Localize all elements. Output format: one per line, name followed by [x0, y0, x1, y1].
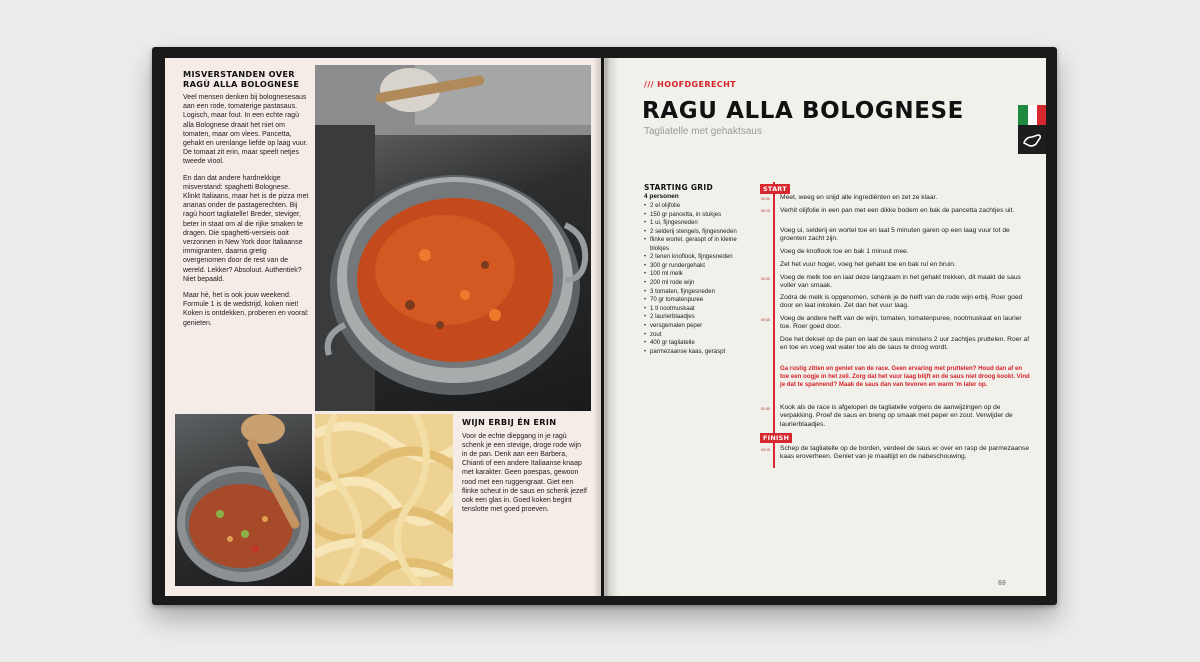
sidebar-paragraph: En dan dat andere hardnekkige misverstand: spaghetti Bolognese. Klinkt Italiaans, maar het is de pizza met ananas onder de pastagerechten. Bij ragù hoort tagliatelle! Breder, steviger, beter in staat om al die rijke smaken te dragen. Die spaghetti-versieis ooit verzonnen in New York door Italiaanse immigranten, daarna gretig overgenomen door de rest van de wereld. Lekker? Absoluut. Authentiek? Niet bepaald. [183, 174, 309, 283]
ingredient-item: • parmezaanse kaas, geraspt [644, 348, 756, 356]
method-step: Schep de tagliatelle op de borden, verdeel de saus er over en rasp de parmezaanse kaas eroverheen. Geniet van je maaltijd en de nabeschouwing. [780, 445, 1030, 461]
photo-ragu-pan [315, 65, 591, 411]
right-page [604, 58, 1046, 596]
method-steps [756, 182, 1034, 472]
step-time: 02:45 [761, 407, 770, 411]
method-step: Zodra de melk is opgenomen, schenk je de helft van de rode wijn erbij. Roer goed door en laat inkoken. Zet dan het vuur laag. [780, 294, 1023, 310]
ingredient-item: • 150 gr pancetta, in stukjes [644, 211, 756, 219]
ingredient-item: • versgemalen peper [644, 322, 756, 330]
circuit-icon [1018, 125, 1046, 154]
photo-tagliatelle [315, 414, 453, 586]
recipe-title: RAGU ALLA BOLOGNESE [642, 98, 964, 124]
servings: 4 personen [644, 193, 679, 200]
recipe-subtitle: Tagliatelle met gehaktsaus [644, 126, 762, 137]
ingredient-item: • 200 ml rode wijn [644, 279, 756, 287]
method-step: Voeg de andere helft van de wijn, tomaten, tomatenpuree, nootmuskaat en laurier toe. Roer goed door. [780, 315, 1022, 331]
ingredient-item: • 3 tomaten, fijngesneden [644, 288, 756, 296]
step-time: 00:30 [761, 277, 770, 281]
ingredient-item: • 2 laurierblaadjes [644, 313, 756, 321]
left-page [165, 58, 601, 596]
ingredient-item: • 1 tl nootmuskaat [644, 305, 756, 313]
ingredient-item: • 2 el olijfolie [644, 202, 756, 210]
method-step: Voeg de melk toe en laat deze langzaam in het gehakt trekken, dit maakt de saus voller van smaak. [780, 274, 1021, 290]
sidebar-heading: WIJN ERBIJ ÉN ERIN [462, 417, 557, 427]
method-step: Kook als de race is afgelopen de tagliatelle volgens de aanwijzingen op de verpakking. Proef de saus en breng op smaak met peper en zout. Verwijder de laurierblaadjes. [780, 404, 1013, 428]
method-step-note: Ga rustig zitten en geniet van de race. Geen ervaring met pruttelen? Houd dan af en toe een oogje in het zeil. Zorg dat het vuur laag blijft en de saus niet droog kookt. Vind je dat te spannend? Maak de saus dan van tevoren en warm 'm later op. [780, 365, 1030, 388]
step-time: 03:15 [761, 448, 770, 452]
starting-grid-header [644, 183, 754, 200]
starting-grid-title: STARTING GRID [644, 183, 713, 192]
sidebar-paragraph: Veel mensen denken bij bolognesesaus aan een rode, tomaterige pastasaus. Logisch, maar fout. In een echte ragù alla Bolognese draait het niet om tomaten, maar om vlees. Pancetta, gehakt en urenlange liefde op laag vuur. De tomaat zit erin, maar speelt netjes tweede viool. [183, 94, 308, 166]
method-step: Voeg ui, selderij en wortel toe en laat 5 minuten garen op een laag vuur tot de groenten zacht zijn. [780, 227, 1010, 243]
ingredient-item: • zout [644, 331, 756, 339]
step-time: 00:45 [761, 318, 770, 322]
ingredient-item: • 400 gr tagliatelle [644, 339, 756, 347]
method-step: Doe het deksel op de pan en laat de saus minstens 2 uur zachtjes pruttelen. Roer af en toe en voeg wat water toe als de saus te droog wordt. [780, 336, 1030, 352]
ingredient-item: • 1 ui, fijngesneden [644, 219, 756, 227]
italian-flag-icon [1018, 105, 1046, 125]
method-step: Meet, weeg en snijd alle ingrediënten en zet ze klaar. [780, 194, 938, 201]
method-step: Voeg de knoflook toe en bak 1 minuut mee. [780, 248, 909, 255]
step-time: 00:00 [761, 197, 770, 201]
ingredient-list [644, 202, 756, 356]
method-step: Zet het vuur hoger, voeg het gehakt toe en bak rul en bruin. [780, 261, 956, 268]
step-time: 00:15 [761, 209, 770, 213]
ingredient-item: • flinke wortel, geraspt of in kleine blokjes [644, 236, 756, 253]
ingredient-item: • 300 gr rundergehakt [644, 262, 756, 270]
finish-tag: FINISH [760, 433, 792, 443]
timeline-line [773, 182, 775, 468]
ingredient-item: • 2 selderij stengels, fijngesneden [644, 228, 756, 236]
sidebar-paragraph: Voor de echte diepgang in je ragù schenk je een stevige, droge rode wijn in de pan. Denk aan een Barbera, Chianti of een andere Italiaanse knaap met karakter. Geen poespas, gewoon rood met een ruggengraat. Giet een flinke scheut in de saus en schenk jezelf ook een glas in. Goed koken begint tenslotte met goed proeven. [462, 432, 587, 514]
ingredient-item: • 2 tenen knoflook, fijngesneden [644, 253, 756, 261]
category-label: /// HOOFDGERECHT [644, 80, 737, 89]
sidebar-misverstanden [183, 70, 309, 335]
page-number: 69 [998, 580, 1006, 587]
start-tag: START [760, 184, 790, 194]
sidebar-wijn [462, 418, 587, 521]
photo-soffritto-pan [175, 414, 312, 586]
sidebar-paragraph: Maar hé, het is ook jouw weekend. Formule 1 is de wedstrijd, koken niet! Koken is ontdekken, proberen en vooral: genieten. [183, 292, 309, 327]
ingredient-item: • 70 gr tomatenpuree [644, 296, 756, 304]
ingredient-item: • 100 ml melk [644, 270, 756, 278]
sidebar-heading: MISVERSTANDEN OVER RAGÙ ALLA BOLOGNESE [183, 69, 300, 89]
method-step: Verhit olijfolie in een pan met een dikke bodem en bak de pancetta zachtjes uit. [780, 207, 1015, 214]
